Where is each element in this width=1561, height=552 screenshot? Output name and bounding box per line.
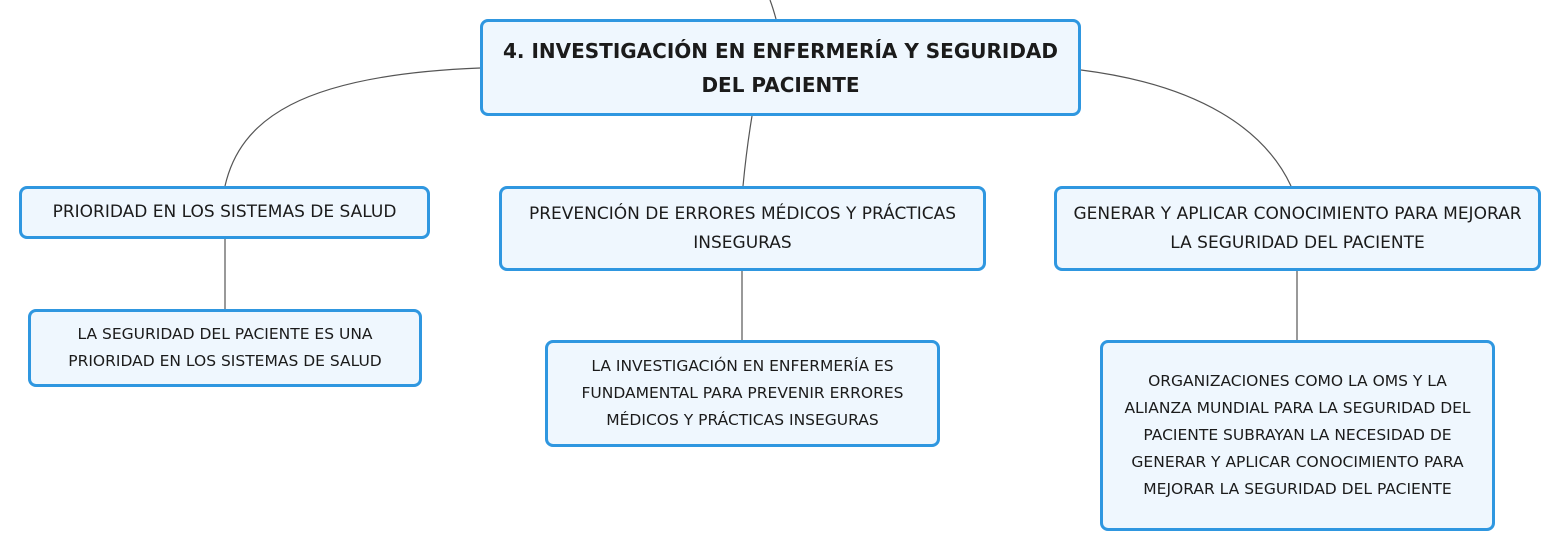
connector-root-to-branch-2: [743, 116, 752, 186]
branch-node-prioridad[interactable]: [19, 186, 430, 239]
connector-root-to-branch-3: [1081, 70, 1291, 186]
connector-parent-to-root: [770, 0, 776, 19]
branch-node-conocimiento[interactable]: [1054, 186, 1541, 271]
detail-node-prioridad[interactable]: [28, 309, 422, 387]
branch-label: PRIORIDAD EN LOS SISTEMAS DE SALUD: [52, 202, 397, 222]
branch-node-prevencion[interactable]: [499, 186, 986, 271]
connector-root-to-branch-1: [225, 68, 480, 186]
detail-label: LA INVESTIGACIÓN EN ENFERMERÍA ES FUNDAMENTAL PARA PREVENIR ERRORES MÉDICOS Y PRÁCTICAS INSEGURAS: [581, 357, 904, 429]
branch-label: PREVENCIÓN DE ERRORES MÉDICOS Y PRÁCTICAS INSEGURAS: [528, 203, 957, 253]
branch-label: GENERAR Y APLICAR CONOCIMIENTO PARA MEJORAR LA SEGURIDAD DEL PACIENTE: [1073, 203, 1522, 253]
detail-label: LA SEGURIDAD DEL PACIENTE ES UNA PRIORIDAD EN LOS SISTEMAS DE SALUD: [68, 325, 382, 370]
detail-label: ORGANIZACIONES COMO LA OMS Y LA ALIANZA MUNDIAL PARA LA SEGURIDAD DEL PACIENTE SUBRAYAN LA NECESIDAD DE GENERAR Y APLICAR CONOCIMIENTO PARA MEJORAR LA SEGURIDAD DEL PACIENTE: [1124, 372, 1471, 498]
root-topic-label: 4. INVESTIGACIÓN EN ENFERMERÍA Y SEGURIDAD DEL PACIENTE: [502, 38, 1059, 97]
root-topic-node[interactable]: [480, 19, 1081, 116]
detail-node-conocimiento[interactable]: [1100, 340, 1495, 531]
detail-node-prevencion[interactable]: [545, 340, 940, 447]
